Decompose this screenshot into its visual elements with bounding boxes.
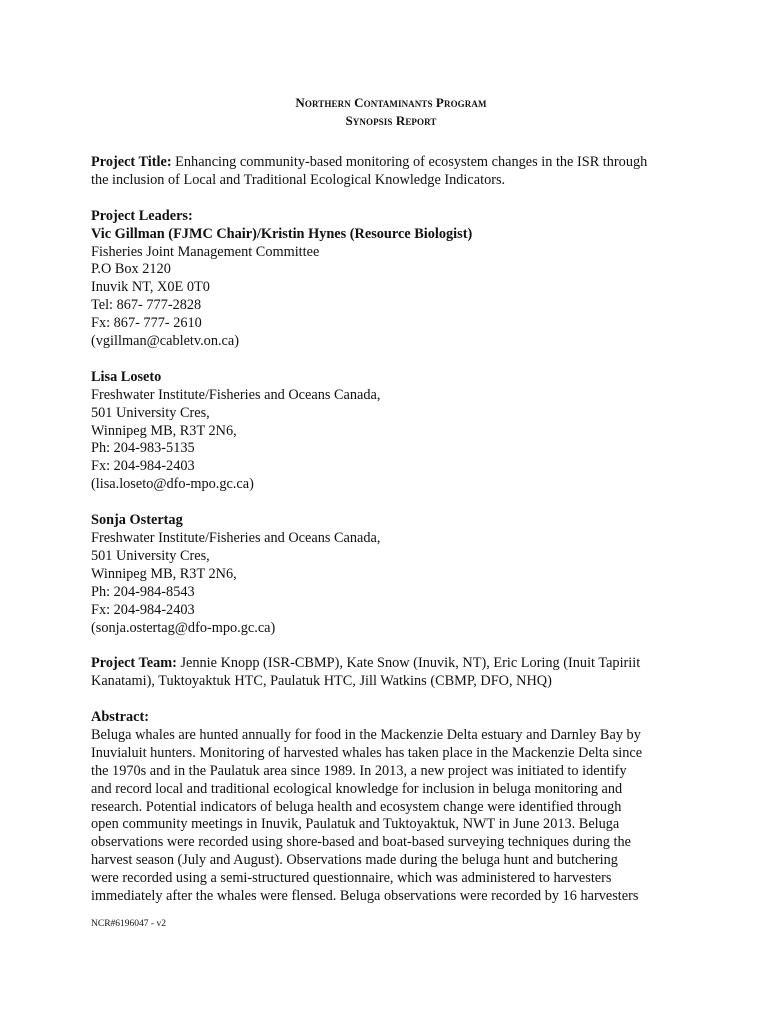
lead-line: P.O Box 2120 (91, 261, 171, 278)
person-line: 501 University Cres, (91, 404, 210, 421)
person-line: Freshwater Institute/Fisheries and Oceans Canada, (91, 529, 381, 546)
abstract-label: Abstract: (91, 709, 149, 726)
person-line: Ph: 204-983-5135 (91, 440, 195, 457)
abstract-line: the 1970s and in the Paulatuk area since 1989. In 2013, a new project was initiated to identify (91, 762, 627, 779)
project-team-line-1: Project Team: Jennie Knopp (ISR-CBMP), Kate Snow (Inuvik, NT), Eric Loring (Inuit Tapiriit (91, 655, 641, 672)
program-title: Northern Contaminants Program (295, 95, 487, 110)
project-leaders-label: Project Leaders: (91, 207, 193, 224)
person-line: Freshwater Institute/Fisheries and Oceans Canada, (91, 386, 381, 403)
abstract-line: observations were recorded using shore-based and boat-based surveying techniques during the (91, 834, 631, 851)
person-line: Fx: 204-984-2403 (91, 601, 195, 618)
project-leaders-section (91, 208, 691, 351)
person-line: Winnipeg MB, R3T 2N6, (91, 422, 237, 439)
abstract-line: research. Potential indicators of beluga health and ecosystem change were identified through (91, 798, 622, 815)
person-name: Lisa Loseto (91, 368, 162, 385)
report-title: Synopsis Report (345, 113, 437, 128)
lead-names: Vic Gillman (FJMC Chair)/Kristin Hynes (Resource Biologist) (91, 225, 473, 242)
person-email: (lisa.loseto@dfo-mpo.gc.ca) (91, 476, 254, 493)
project-title-line-2: the inclusion of Local and Traditional Ecological Knowledge Indicators. (91, 171, 506, 188)
abstract-line: and record local and traditional ecological knowledge for inclusion in beluga monitoring and (91, 780, 623, 797)
abstract-line: were recorded using a semi-structured questionnaire, which was administered to harvesters (91, 870, 612, 887)
leader-sonja-section (91, 512, 691, 637)
project-team-section (91, 655, 691, 691)
lead-line: Tel: 867- 777-2828 (91, 297, 202, 314)
leader-lisa-section (91, 369, 691, 494)
abstract-line: open community meetings in Inuvik, Paulatuk and Tuktoyaktuk, NWT in June 2013. Beluga (91, 816, 620, 833)
lead-email: (vgillman@cabletv.on.ca) (91, 333, 240, 350)
project-team-line-2: Kanatami), Tuktoyaktuk HTC, Paulatuk HTC, Jill Watkins (CBMP, DFO, NHQ) (91, 673, 552, 690)
abstract-line: immediately after the whales were flensed. Beluga observations were recorded by 16 harvesters (91, 888, 639, 905)
abstract-line: harvest season (July and August). Observations made during the beluga hunt and butchering (91, 852, 618, 869)
document-page (91, 94, 691, 906)
project-title-line-1: Project Title: Enhancing community-based monitoring of ecosystem changes in the ISR through (91, 154, 648, 170)
project-title-label: Project Title: (91, 154, 172, 170)
lead-line: Fx: 867- 777- 2610 (91, 315, 202, 332)
project-team-label: Project Team: (91, 655, 177, 672)
person-line: Fx: 204-984-2403 (91, 458, 195, 475)
document-footer-id: NCR#6196047 - v2 (91, 919, 166, 929)
project-title-section (91, 154, 691, 190)
abstract-section (91, 709, 691, 906)
person-line: Ph: 204-984-8543 (91, 583, 195, 600)
person-line: 501 University Cres, (91, 547, 210, 564)
person-name: Sonja Ostertag (91, 512, 183, 529)
lead-line: Fisheries Joint Management Committee (91, 243, 320, 260)
document-header (91, 94, 691, 130)
person-line: Winnipeg MB, R3T 2N6, (91, 565, 237, 582)
lead-line: Inuvik NT, X0E 0T0 (91, 279, 210, 296)
abstract-line: Beluga whales are hunted annually for food in the Mackenzie Delta estuary and Darnley Bay by (91, 726, 641, 743)
person-email: (sonja.ostertag@dfo-mpo.gc.ca) (91, 619, 276, 636)
abstract-line: Inuvialuit hunters. Monitoring of harvested whales has taken place in the Mackenzie Delta since (91, 744, 643, 761)
